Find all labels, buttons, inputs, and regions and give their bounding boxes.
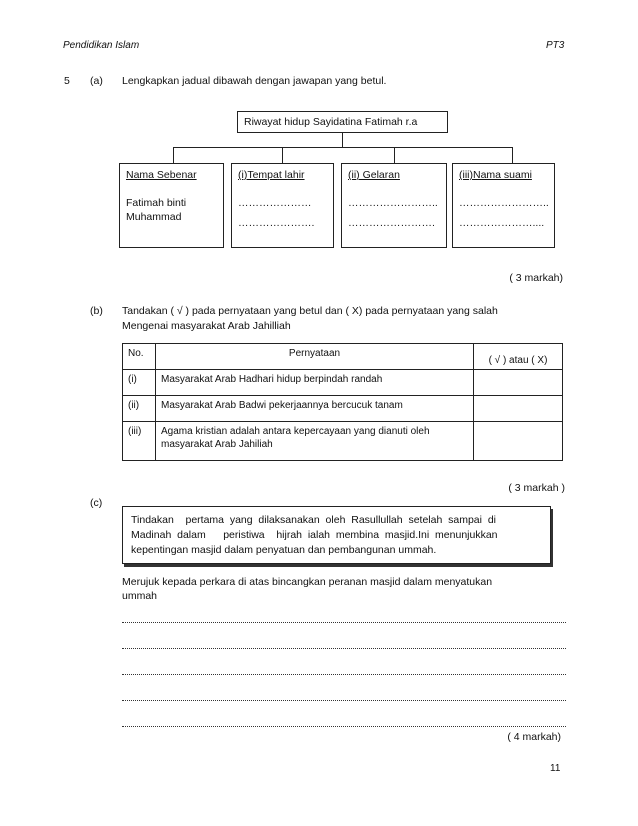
part-a-marks: ( 3 markah) <box>509 272 563 284</box>
connector-horizontal <box>173 147 513 148</box>
part-c-question-line2: ummah <box>122 590 158 602</box>
row-answer-cell[interactable] <box>474 422 563 461</box>
info-box-line1: Tindakan pertama yang dilaksanakan oleh Rasullullah setelah sampai di <box>131 514 496 526</box>
row-number: (ii) <box>123 396 156 422</box>
info-box-line3: kepentingan masjid dalam penyatuan dan pembangunan ummah. <box>131 544 437 556</box>
table-header-row <box>123 344 563 370</box>
branch-answer-line2: Muhammad <box>126 211 182 223</box>
part-a-label: (a) <box>90 75 103 87</box>
branch-answer-line1: Fatimah binti <box>126 197 187 209</box>
table-row <box>123 422 563 461</box>
branch-answer-line1[interactable]: …………………….. <box>459 197 549 209</box>
table-row <box>123 370 563 396</box>
row-statement-line2: masyarakat Arab Jahiliah <box>161 439 273 450</box>
statement-table <box>122 343 563 461</box>
connector-vertical <box>342 133 343 147</box>
row-statement: Masyarakat Arab Badwi pekerjaannya bercucuk tanam <box>156 396 474 422</box>
info-box-line2: Madinah dalam peristiwa hijrah ialah membina masjid.Ini menunjukkan <box>131 529 498 541</box>
row-answer-cell[interactable] <box>474 370 563 396</box>
connector-branch-3 <box>394 147 395 163</box>
diagram-root-box <box>237 111 448 133</box>
part-c-question-line1: Merujuk kepada perkara di atas bincangkan peranan masjid dalam menyatukan <box>122 576 493 588</box>
table-header-no: No. <box>123 344 156 370</box>
row-number: (i) <box>123 370 156 396</box>
hijrah-info-box <box>122 506 551 564</box>
branch-answer-line1[interactable]: …………………….. <box>348 197 438 209</box>
branch-nama-sebenar <box>119 163 224 248</box>
part-b-marks: ( 3 markah ) <box>508 482 565 494</box>
row-statement <box>156 422 474 461</box>
page-number: 11 <box>550 763 561 774</box>
branch-answer-line2[interactable]: …………………. <box>238 217 315 229</box>
question-number: 5 <box>64 75 70 87</box>
branch-answer-line1[interactable]: ………………… <box>238 197 312 209</box>
branch-title: (iii)Nama suami <box>459 169 532 181</box>
row-number: (iii) <box>123 422 156 461</box>
branch-gelaran <box>341 163 447 248</box>
header-level: PT3 <box>546 40 565 51</box>
branch-title: Nama Sebenar <box>126 169 197 181</box>
table-header-statement: Pernyataan <box>156 344 474 370</box>
row-answer-cell[interactable] <box>474 396 563 422</box>
table-row <box>123 396 563 422</box>
part-c-label: (c) <box>90 497 103 509</box>
branch-title: (i)Tempat lahir <box>238 169 305 181</box>
row-statement: Masyarakat Arab Hadhari hidup berpindah randah <box>156 370 474 396</box>
row-statement-line1: Agama kristian adalah antara kepercayaan yang dianuti oleh <box>161 426 430 437</box>
diagram-root-label: Riwayat hidup Sayidatina Fatimah r.a <box>244 116 418 128</box>
part-a-instruction: Lengkapkan jadual dibawah dengan jawapan yang betul. <box>122 75 387 87</box>
part-b-label: (b) <box>90 305 103 317</box>
connector-branch-2 <box>282 147 283 163</box>
branch-tempat-lahir <box>231 163 334 248</box>
branch-answer-line2[interactable]: ………………….... <box>459 217 545 229</box>
part-c-marks: ( 4 markah) <box>507 731 561 743</box>
table-header-answer: ( √ ) atau ( X) <box>474 344 563 370</box>
branch-title: (ii) Gelaran <box>348 169 400 181</box>
answer-line-2[interactable] <box>122 648 566 649</box>
header-subject: Pendidikan Islam <box>63 40 140 51</box>
part-b-instruction-line2: Mengenai masyarakat Arab Jahilliah <box>122 320 291 332</box>
connector-branch-4 <box>512 147 513 163</box>
branch-answer-line2[interactable]: ……………………. <box>348 217 435 229</box>
branch-nama-suami <box>452 163 555 248</box>
connector-branch-1 <box>173 147 174 163</box>
answer-line-3[interactable] <box>122 674 566 675</box>
part-b-instruction-line1: Tandakan ( √ ) pada pernyataan yang betul dan ( X) pada pernyataan yang salah <box>122 305 498 317</box>
answer-line-5[interactable] <box>122 726 566 727</box>
answer-line-1[interactable] <box>122 622 566 623</box>
answer-line-4[interactable] <box>122 700 566 701</box>
